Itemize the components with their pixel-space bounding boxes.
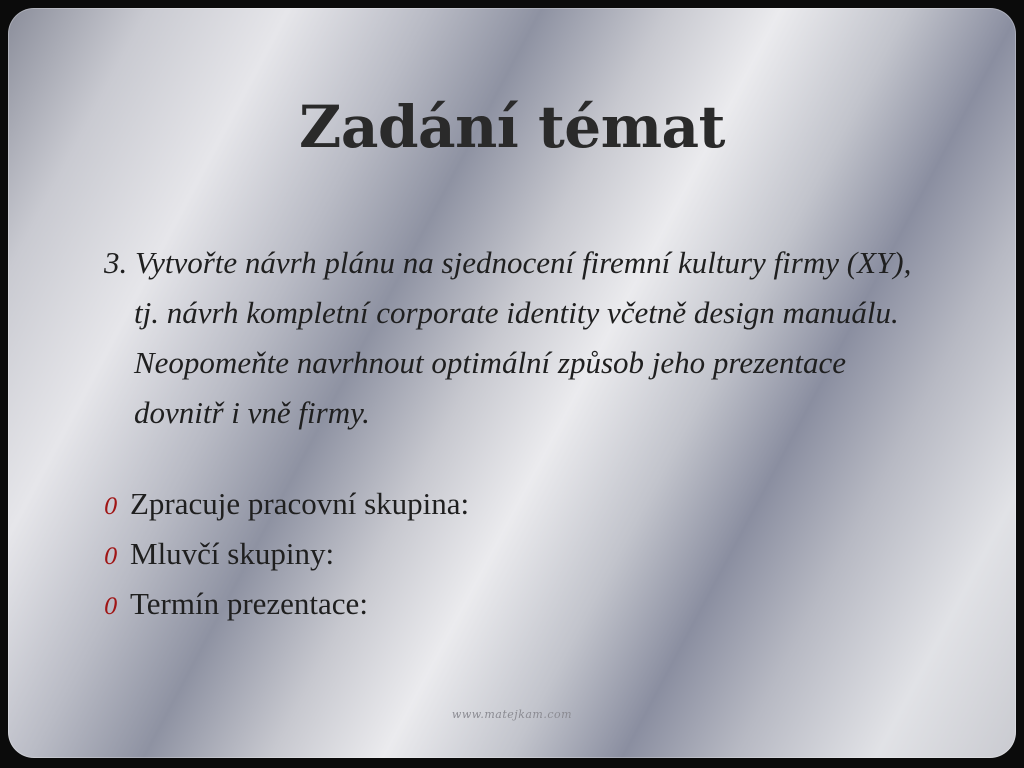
footer-watermark: www.matejkam.com [451,708,573,721]
bullet-marker-icon: 0 [104,595,118,620]
bullet-list [104,486,924,636]
bullet-item [104,536,924,586]
bullet-item [104,586,924,636]
bullet-text-presentation-date: Termín prezentace: [130,586,368,621]
bullet-text-spokesperson: Mluvčí skupiny: [130,536,335,571]
bullet-marker-icon: 0 [104,545,118,570]
bullet-item [104,486,924,536]
bullet-marker-icon: 0 [104,495,118,520]
bullet-text-work-group: Zpracuje pracovní skupina: [130,486,470,521]
slide-title: Zadání témat [299,93,725,161]
slide [8,8,1016,758]
task-description: 3. Vytvořte návrh plánu na sjednocení firemní kultury firmy (XY), tj. návrh kompletní corporate identity včetně design manuálu. Neopomeňte navrhnout optimální způsob jeho prezentace dovnitř i vně firmy. [104,245,912,430]
